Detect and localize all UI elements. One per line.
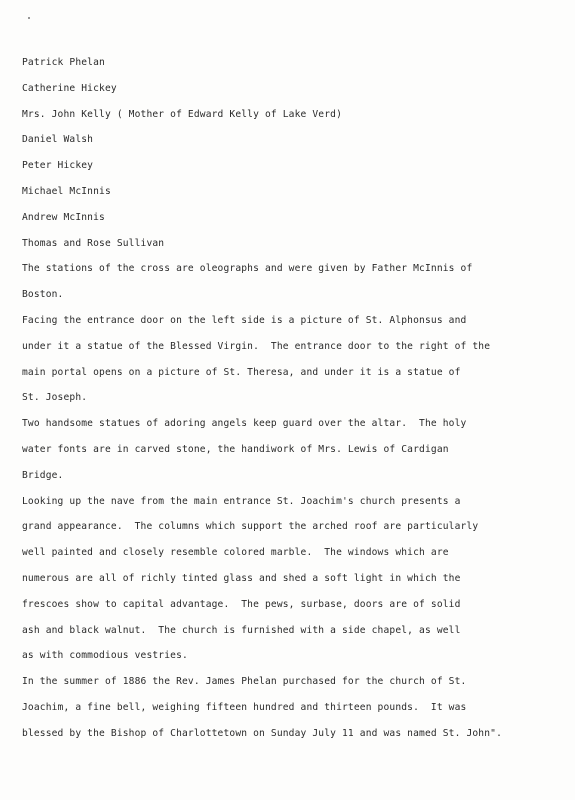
text-line: water fonts are in carved stone, the handiwork of Mrs. Lewis of Cardigan	[22, 443, 449, 455]
text-line: grand appearance. The columns which support the arched roof are particularly	[22, 521, 479, 533]
paper-speck	[28, 17, 30, 19]
text-line: The stations of the cross are oleographs and were given by Father McInnis of	[22, 263, 473, 275]
text-line: Mrs. John Kelly ( Mother of Edward Kelly of Lake Verd)	[22, 108, 342, 120]
text-line: ash and black walnut. The church is furnished with a side chapel, as well	[22, 624, 461, 636]
text-line: Bridge.	[22, 469, 64, 481]
text-line: frescoes show to capital advantage. The pews, surbase, doors are of solid	[22, 598, 461, 610]
text-line: St. Joseph.	[22, 392, 88, 404]
text-line: In the summer of 1886 the Rev. James Phelan purchased for the church of St.	[22, 676, 467, 688]
text-line: Patrick Phelan	[22, 57, 105, 68]
text-line: Facing the entrance door on the left side is a picture of St. Alphonsus and	[22, 314, 467, 326]
text-line: Joachim, a fine bell, weighing fifteen hundred and thirteen pounds. It was	[22, 701, 467, 713]
text-line: Michael McInnis	[22, 185, 111, 197]
text-line: Daniel Walsh	[22, 134, 94, 146]
text-line: as with commodious vestries.	[22, 650, 188, 662]
text-line: numerous are all of richly tinted glass and shed a soft light in which the	[22, 572, 461, 584]
text-line: blessed by the Bishop of Charlottetown on Sunday July 11 and was named St. John".	[22, 727, 502, 739]
text-line: Peter Hickey	[22, 160, 94, 172]
text-line: Boston.	[22, 289, 64, 301]
text-line: main portal opens on a picture of St. Theresa, and under it is a statue of	[22, 366, 461, 378]
text-line: well painted and closely resemble colored marble. The windows which are	[22, 547, 449, 559]
page-text	[22, 50, 567, 747]
text-line: under it a statue of the Blessed Virgin. The entrance door to the right of the	[22, 340, 491, 352]
text-line: Catherine Hickey	[22, 82, 117, 94]
text-line: Thomas and Rose Sullivan	[22, 237, 165, 249]
text-line: Andrew McInnis	[22, 211, 105, 223]
text-line: Looking up the nave from the main entrance St. Joachim's church presents a	[22, 495, 461, 507]
text-line: Two handsome statues of adoring angels keep guard over the altar. The holy	[22, 418, 467, 430]
